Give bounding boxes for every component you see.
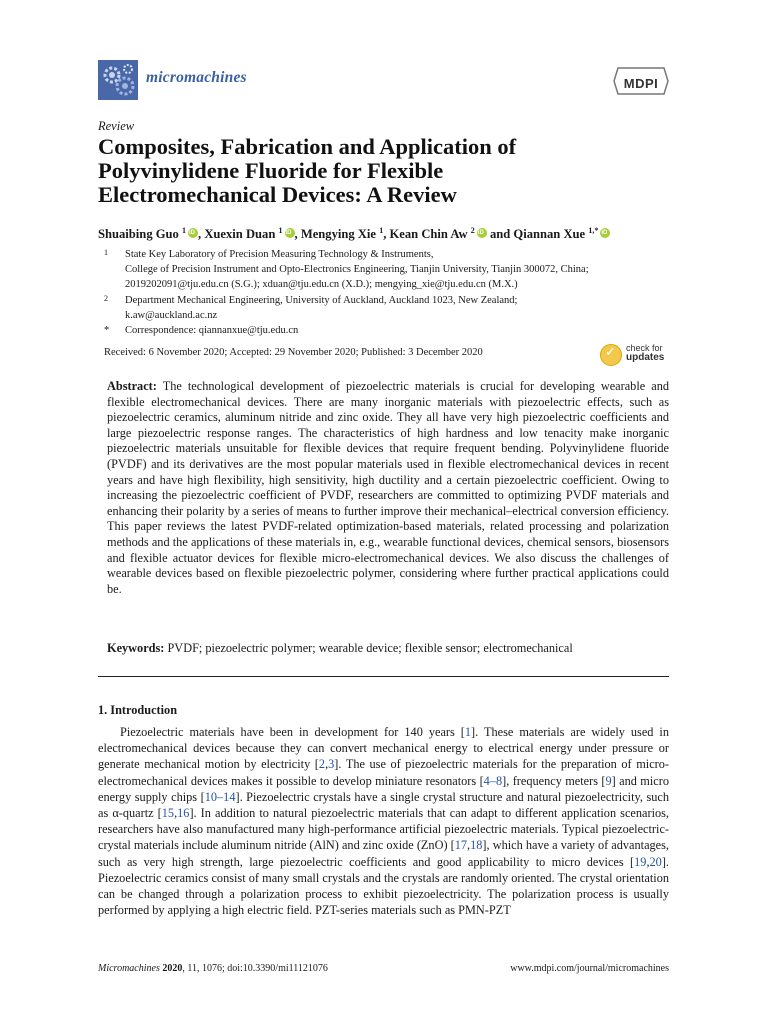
publisher-name: MDPI (623, 76, 659, 91)
affiliation-2 (104, 293, 589, 323)
orcid-icon[interactable] (600, 228, 610, 238)
citation-link[interactable]: 18 (470, 838, 483, 853)
citation-link[interactable]: 9 (605, 773, 612, 788)
title-line: Electromechanical Devices: A Review (98, 182, 457, 207)
author-affil-marker: 2 (470, 226, 475, 235)
title-line: Composites, Fabrication and Application of (98, 134, 517, 159)
author-separator: , (198, 227, 205, 242)
correspondence-line[interactable]: Correspondence: qiannanxue@tju.edu.cn (125, 325, 299, 337)
affiliation-line: Department Mechanical Engineering, University of Auckland, Auckland 1023, New Zealand; (125, 294, 518, 306)
citation-link[interactable]: 15 (161, 806, 175, 821)
citation-link[interactable]: 4–8 (483, 773, 503, 788)
paragraph-text: , (646, 854, 650, 869)
title-line: Polyvinylidene Fluoride for Flexible (98, 158, 444, 183)
gears-icon (98, 60, 138, 100)
author-name: Qiannan Xue (513, 227, 586, 242)
footer-volume-doi[interactable]: , 11, 1076; doi:10.3390/mi11121076 (182, 963, 328, 974)
author-name: Xuexin Duan (204, 227, 276, 242)
citation-link[interactable]: 10–14 (204, 789, 236, 804)
citation-link[interactable]: 1 (464, 725, 472, 739)
citation-link[interactable]: 20 (649, 854, 662, 869)
check-badge-icon (600, 344, 622, 366)
author-name: Mengying Xie (300, 227, 377, 242)
section-heading: 1. Introduction (98, 703, 178, 717)
footer-year: 2020 (162, 963, 183, 974)
footer-url[interactable]: www.mdpi.com/journal/micromachines (510, 963, 669, 974)
affiliation-line[interactable]: k.aw@auckland.ac.nz (125, 309, 218, 321)
article-title (98, 135, 658, 207)
paragraph-text: ]. These materials are widely used in electromechanical devices because they can convert mechanical energy to electrical energy under pressure or generate mechanical motion by electricity [ (98, 725, 669, 772)
check-updates-label (626, 343, 664, 363)
paragraph-text: ], frequency meters [ (502, 773, 606, 788)
author-separator: and (486, 227, 514, 242)
paragraph-text: ]. In addition to natural piezoelectric materials that can adapt to different application scenarios, researchers have also manufactured many high-performance artificial piezoelectric materials. Typical piezoelectric-crystal materials include aluminum nitride (AlN) and zinc oxide (ZnO) [ (98, 806, 670, 853)
author[interactable] (513, 227, 610, 241)
citation-link[interactable]: 2 (318, 757, 326, 772)
author-name: Shuaibing Guo (98, 227, 179, 242)
orcid-icon[interactable] (477, 228, 487, 238)
paragraph-text: Piezoelectric materials have been in development for 140 years [ (120, 725, 465, 739)
check-updates-button[interactable] (600, 342, 678, 366)
affiliation-marker: * (104, 325, 110, 337)
correspondence (104, 323, 589, 338)
abstract-text: The technological development of piezoelectric materials is crucial for developing wearable and flexible electromechanical devices. There are many inorganic materials with piezoelectric effects, such as piezoelectric ceramics, aluminum nitride and zinc oxide. They all have very high piezoelectric coefficients and large piezoelectric response ranges. The characteristics of high hardness and low tenacity make inorganic piezoelectric materials unsuitable for flexible devices that require frequent bending. Polyvinylidene fluoride (PVDF) and its derivatives are the most popular materials used in flexible electromechanical devices in recent years and have high flexibility, high sensitivity, high ductility and a certain piezoelectric coefficient. Owing to increasing the piezoelectric coefficient of PVDF, researchers are committed to optimizing PVDF materials and enhancing their polarity by a series of means to further improve their mechanical–electrical conversion efficiency. This paper reviews the latest PVDF-related optimization-based materials, related processing and polarization methods and the applications of these materials in, e.g., wearable functional devices, chemical sensors, biosensors and flexible actuator devices for flexible micro-electromechanical devices. We also discuss the challenges of wearable devices based on flexible piezoelectric polymer, considering where further practical applications could be. (107, 379, 670, 596)
check-updates-line2: updates (626, 352, 665, 363)
keywords-label: Keywords: (107, 641, 165, 655)
paragraph-text: , (467, 838, 471, 853)
paragraph-text: , (174, 806, 178, 821)
mdpi-logo-icon (612, 66, 670, 96)
journal-name: micromachines (146, 69, 247, 86)
citation-link[interactable]: 3 (328, 757, 335, 772)
paragraph-text: ] and micro energy supply chips [ (98, 773, 669, 804)
author-affil-marker: 1 (182, 226, 187, 235)
affiliation-line[interactable]: 2019202091@tju.edu.cn (S.G.); xduan@tju.edu.cn (X.D.); mengying_xie@tju.edu.cn (M.X.) (125, 279, 518, 291)
author-name: Kean Chin Aw (389, 227, 468, 242)
orcid-icon[interactable] (188, 228, 198, 238)
section-divider (98, 676, 669, 677)
author[interactable] (301, 227, 383, 241)
abstract (107, 379, 669, 597)
author-affil-marker: 1,* (588, 226, 599, 235)
author-list (98, 226, 610, 242)
citation-link[interactable]: 17 (454, 838, 468, 853)
footer-citation (98, 963, 328, 974)
article-type: Review (98, 119, 135, 133)
paragraph-text: ]. Piezoelectric crystals have a single crystal structure and natural piezoelectricity, such as α-quartz [ (98, 789, 669, 821)
affiliation-line: College of Precision Instrument and Opto-Electronics Engineering, Tianjin University, Tianjin 300072, China; (125, 264, 589, 276)
paragraph-text: , (325, 757, 329, 772)
author[interactable] (98, 227, 198, 241)
author[interactable] (389, 227, 486, 241)
affiliation-marker: 2 (104, 293, 108, 303)
keywords-text: PVDF; piezoelectric polymer; wearable device; flexible sensor; electromechanical (167, 641, 573, 655)
affiliation-1 (104, 247, 589, 293)
affiliations (104, 247, 589, 338)
citation-link[interactable]: 19 (634, 854, 647, 869)
author-affil-marker: 1 (278, 226, 283, 235)
author-separator: , (383, 227, 390, 242)
check-updates-line1: check for (626, 343, 663, 353)
citation-link[interactable]: 16 (177, 806, 190, 821)
paragraph-text: ], which have a variety of advantages, such as very high strength, large piezoelectric coefficients and good applicability to micro devices [ (98, 838, 669, 869)
keywords (107, 641, 669, 656)
author-affil-marker: 1 (379, 226, 384, 235)
paragraph-text: ]. The use of piezoelectric materials for the preparation of micro-electromechanical devices makes it possible to develop miniature resonators [ (98, 757, 669, 788)
publication-dates: Received: 6 November 2020; Accepted: 29 November 2020; Published: 3 December 2020 (104, 347, 483, 358)
author[interactable] (204, 227, 294, 241)
introduction-paragraph (98, 724, 669, 918)
footer-journal: Micromachines (98, 963, 160, 974)
orcid-icon[interactable] (285, 228, 295, 238)
affiliation-line: State Key Laboratory of Precision Measuring Technology & Instruments, (125, 249, 434, 260)
abstract-label: Abstract: (107, 379, 157, 393)
paragraph-text: ]. Piezoelectric ceramics consist of many small crystals and the crystals are randomly oriented. The crystal orientation can be changed through a polarization process to exhibit piezoelectricity. The polarization process is usually performed by applying a high electric field. PZT-series materials such as PMN-PZT (98, 854, 669, 918)
affiliation-marker: 1 (104, 248, 108, 257)
author-separator: , (294, 227, 301, 242)
